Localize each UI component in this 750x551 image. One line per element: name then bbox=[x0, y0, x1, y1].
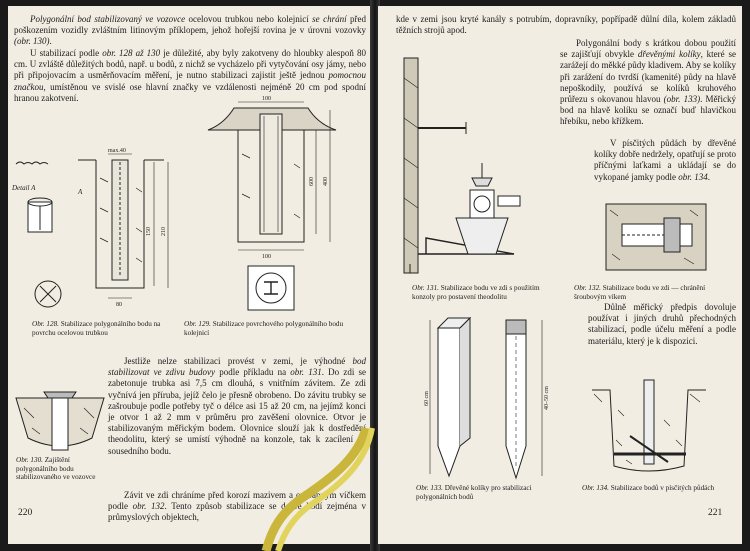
left-page-number: 220 bbox=[18, 508, 33, 518]
left-paragraph-4: Závit ve zdi chráníme před korozí mazivem a ochranným víčkem podle obr. 132. Tento způsob stabilizace se dobře hodí zejména v průmyslových objektech, bbox=[108, 490, 366, 523]
figure-129-drawing bbox=[204, 94, 344, 312]
right-paragraph-2: Polygonální body s krátkou dobou použití se zajišťují obvykle dřevěnými kolíky, které se zarážejí do měkké půdy kladivem. Aby se kolíky při zarážení do tvrdší (kamenité) půdy na hlavě nepoškodily, používá se kolíků kruhového průřezu s okovanou hlavou (obr. 133). Měřický bod na hlavě kolíku se označí buď hlavičkou hřebíku, nebo křížkem. bbox=[560, 38, 736, 127]
fig128-dim-height2: 210 bbox=[161, 227, 167, 236]
right-paragraph-4: Důlně měřický předpis dovoluje používat i jiných druhů přechodných stabilizací, podle účelu měření a podle materiálu, který je k dispozici. bbox=[588, 302, 736, 346]
fig131-caption: Obr. 131. Stabilizace bodu ve zdi s použitím konzoly pro postavení theodolitu bbox=[412, 284, 540, 301]
fig128-dim-height1: 150 bbox=[146, 227, 152, 236]
fig128-dim-80: 80 bbox=[116, 302, 122, 308]
right-page-number: 221 bbox=[708, 508, 723, 518]
right-paragraph-1: kde v zemi jsou kryté kanály s potrubím, dopravníky, popřípadě důlní díla, kolem základů těžních strojů apod. bbox=[396, 14, 736, 36]
bookmark-ribbon bbox=[262, 428, 392, 551]
left-paragraph-2: U stabilizací podle obr. 128 až 130 je důležité, aby byly zakotveny do hloubky alespoň 80 cm. U zvláště důležitých bodů, např. u bodů, z nichž se vycházelo při vytyčování osy jámy, nebo při připojovacím a usměrňovacím měření, je nutno stabilizaci zajistit ještě jednou pomocnou značkou, umístěnou ve svislé ose hlavní značky ve vzdálenosti nejméně 20 cm pod spodní hranou zakotvení. bbox=[14, 48, 366, 103]
left-paragraph-3: Jestliže nelze stabilizaci provést v zemi, je výhodné bod stabilizovat ve zdivu budovy podle příkladu na obr. 131. Do zdi se zabetonuje trubka asi 7,5 cm dlouhá, s vnitřním závitem. Ze zdi vyčnívá jen příruba, jejíž čelo je přesně obrobeno. Do závitu trubky se zašroubuje podle potřeby tyč o délce asi 15 až 20 cm, na jejímž konci je otvor 1 až 2 mm v průměru pro zavěšení olovnice. Otvor je stabilizovaným měřickým bodem. Olovnice slouží jak k dostředění theodolitu, který se umístí výhodně na konzole, tak k zacílení ze sousedního bodu. bbox=[108, 356, 366, 456]
fig133-dim-right: 40–50 cm bbox=[544, 386, 550, 410]
fig133-caption: Obr. 133. Dřevěné kolíky pro stabilizaci polygonálních bodů bbox=[416, 484, 532, 501]
fig132-caption: Obr. 132. Stabilizace bodu ve zdi — chránění šroubovým víkem bbox=[574, 284, 706, 301]
fig128-label-detail: Detail A bbox=[12, 184, 36, 192]
fig129-caption: Obr. 129. Stabilizace povrchového polygonálního bodu kolejnicí bbox=[184, 320, 344, 337]
figure-134-drawing bbox=[590, 380, 708, 480]
fig129-dim-400: 400 bbox=[323, 177, 329, 186]
figure-133-drawing bbox=[426, 306, 566, 482]
figure-130-drawing bbox=[14, 388, 106, 454]
fig128-label-a: A bbox=[78, 188, 83, 196]
fig133-dim-left: 60 cm bbox=[424, 391, 430, 406]
fig128-caption: Obr. 128. Stabilizace polygonálního bodu na povrchu ocelovou trubkou bbox=[32, 320, 161, 337]
fig134-caption: Obr. 134. Stabilizace bodů v písčitých půdách bbox=[582, 484, 715, 492]
figure-131-drawing bbox=[396, 58, 566, 278]
fig128-dim-max: max.40 bbox=[108, 148, 126, 154]
right-paragraph-3: V písčitých půdách by dřevěné kolíky dobře nedržely, opatřují se proto příčnými laťkami a ukládají se do vykopané jamky podle obr. 134. bbox=[594, 138, 736, 182]
figure-128-drawing bbox=[8, 148, 183, 318]
fig130-caption: Obr. 130. Zajištění polygonálního bodu stabilizovaného ve vozovce bbox=[16, 456, 96, 482]
fig129-dim-top-label: 100 bbox=[262, 96, 271, 102]
fig129-dim-600: 600 bbox=[309, 177, 315, 186]
left-paragraph-1: Polygonální bod stabilizovaný ve vozovce ocelovou trubkou nebo kolejnicí se chrání před poškozením vozidly zvláštním litinovým příklopem, jehož hořejší rovina je v úrovni vozovky (obr. 130). bbox=[14, 14, 366, 47]
fig129-dim-bottom: 100 bbox=[262, 254, 271, 260]
right-page bbox=[378, 6, 742, 544]
figure-132-drawing bbox=[604, 202, 708, 272]
